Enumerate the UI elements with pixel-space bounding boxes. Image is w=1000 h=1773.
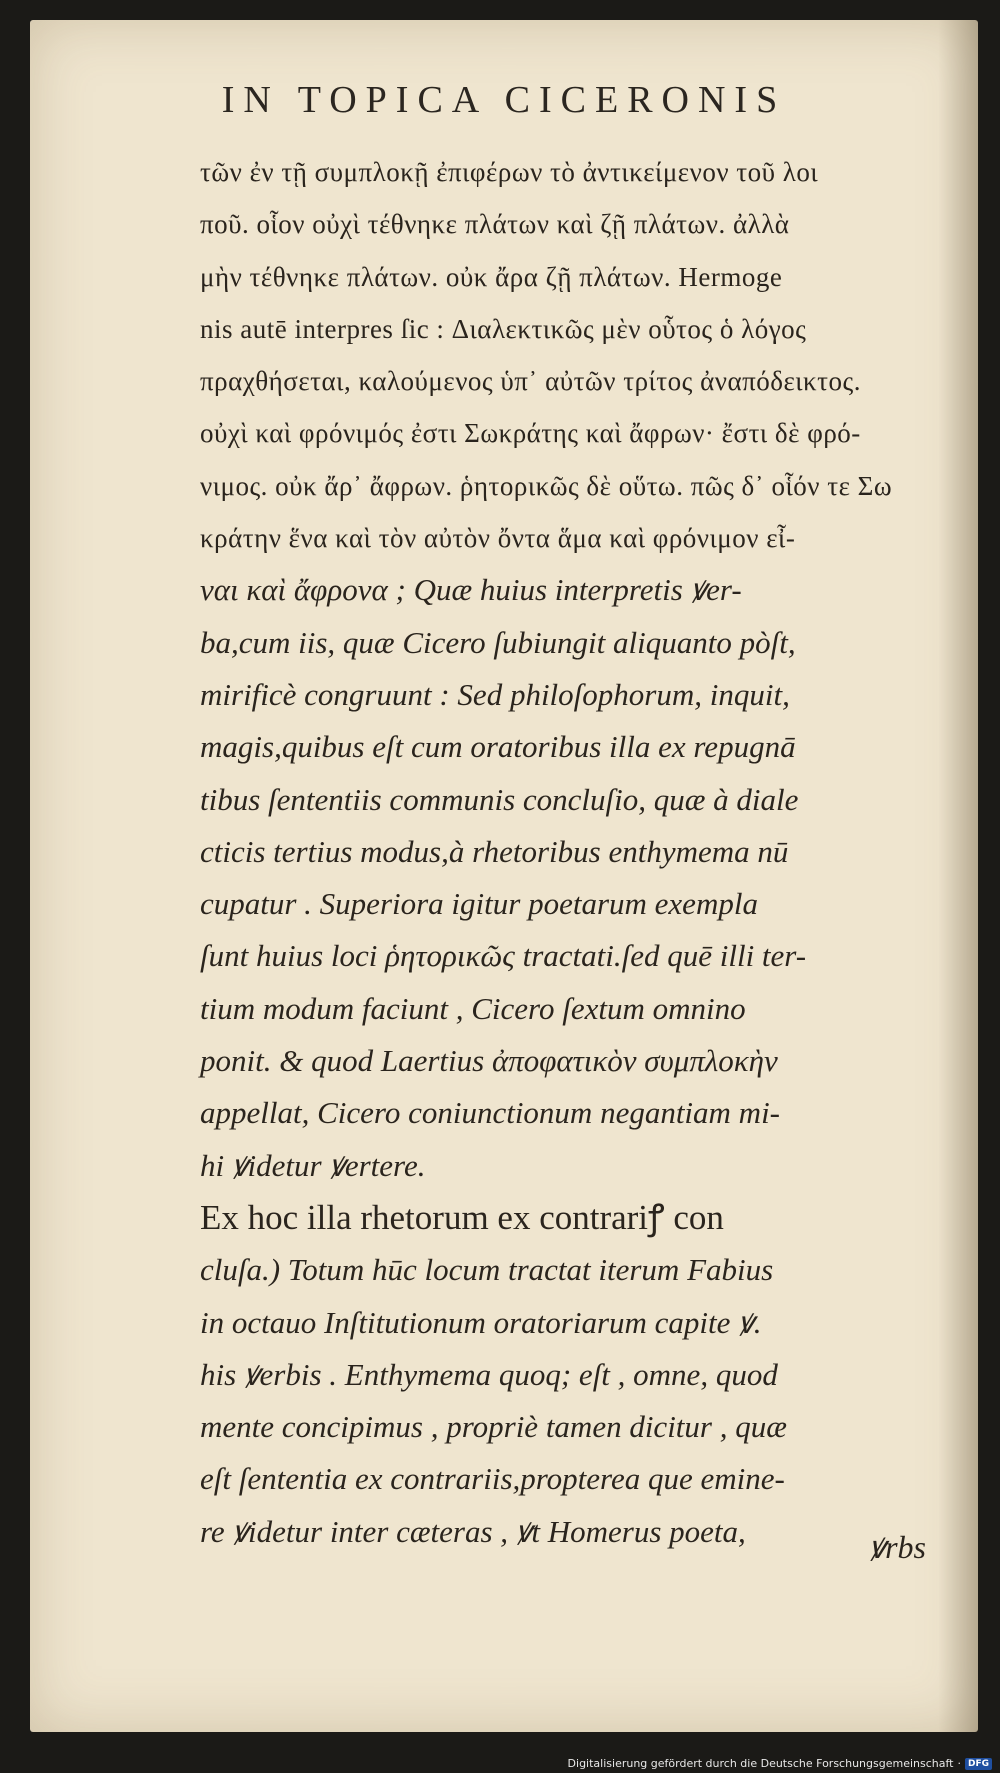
text-line: μὴν τέθνηκε πλάτων. οὐκ ἄρα ζῇ πλάτων. Hermoge — [200, 261, 783, 292]
text-line: οὐχὶ καὶ φρόνιμός ἐστι Σωκράτης καὶ ἄφρων· ἔστι δὲ φρό- — [200, 418, 861, 449]
text-line: ναι καὶ ἄφρονα ; Quæ huius interpretis ꝟer- — [200, 572, 742, 608]
text-line: τῶν ἐν τῇ συμπλοκῇ ἐπιφέρων τὸ ἀντικείμενον τοῦ λοι — [200, 157, 819, 187]
text-line: tibus ſententiis communis concluſio, quæ à diale — [200, 781, 799, 817]
text-line: tium modum faciunt , Cicero ſextum omnino — [200, 990, 746, 1026]
book-page — [30, 20, 978, 1732]
text-line: hi ꝟidetur ꝟertere. — [200, 1147, 426, 1183]
text-line: cluſa.) Totum hūc locum tractat iterum Fabius — [200, 1252, 774, 1288]
text-line: κράτην ἕνα καὶ τὸν αὐτὸν ὄντα ἅμα καὶ φρόνιμον εἶ- — [200, 523, 796, 554]
text-line: eſt ſententia ex contrariis,propterea que emine- — [200, 1461, 785, 1497]
text-line: νιμος. οὐκ ἄρ᾽ ἄφρων. ῥητορικῶς δὲ οὕτω. πῶς δ᾽ οἷόν τε Σω — [200, 470, 893, 501]
text-line: magis,quibus eſt cum oratoribus illa ex repugnā — [200, 729, 796, 765]
text-line: appellat, Cicero coniunctionum negantiam mi- — [200, 1095, 781, 1131]
text-line: cticis tertius modus,à rhetoribus enthymema nū — [200, 833, 789, 869]
catchword: ꝟrbs — [868, 1529, 926, 1565]
digitization-credit: Digitalisierung gefördert durch die Deutsche Forschungsgemeinschaft · DFG — [568, 1757, 992, 1770]
text-line: in octauo Inſtitutionum oratoriarum capite ꝟ. — [200, 1304, 762, 1340]
text-line: nis autē interpres ſic : Διαλεκτικῶς μὲν οὗτος ὁ λόγος — [200, 313, 807, 344]
text-line: ba,cum iis, quæ Cicero ſubiungit aliquanto pòſt, — [200, 624, 796, 660]
text-line: re ꝟidetur inter cæteras , ꝟt Homerus poeta, — [200, 1513, 746, 1549]
text-line: cupatur . Superiora igitur poetarum exempla — [200, 886, 758, 922]
text-line: mirificè congruunt : Sed philoſophorum, inquit, — [200, 676, 790, 712]
text-line: πραχθήσεται, καλούμενος ὑπ᾽ αὐτῶν τρίτος ἀναπόδεικτος. — [200, 366, 861, 397]
text-line: ποῦ. οἷον οὐχὶ τέθνηκε πλάτων καὶ ζῇ πλάτων. ἀλλὰ — [200, 209, 790, 240]
text-line: ponit. & quod Laertius ἀποφατικὸν συμπλοκὴν — [200, 1043, 778, 1079]
dfg-logo-icon: DFG — [965, 1758, 992, 1770]
text-line: ſunt huius loci ῥητορικῶς tractati.ſed quē illi ter- — [200, 938, 807, 974]
running-head: IN TOPICA CICERONIS — [221, 79, 787, 121]
text-line: mente concipimus , propriè tamen dicitur , quæ — [200, 1409, 787, 1445]
text-line: Ex hoc illa rhetorum ex contrariꝭ con — [200, 1197, 724, 1237]
text-line: his ꝟerbis . Enthymema quoq; eſt , omne, quod — [200, 1356, 778, 1392]
credit-text: Digitalisierung gefördert durch die Deutsche Forschungsgemeinschaft — [567, 1757, 954, 1770]
body-text — [200, 146, 960, 1558]
